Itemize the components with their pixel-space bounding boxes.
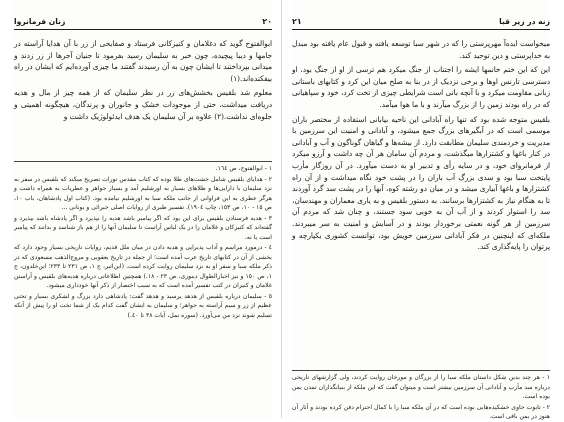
right-footnotes	[292, 373, 550, 420]
footnote-separator	[292, 370, 550, 371]
footnote: ٢ - هدایای بلقیس شامل خشت‌های طلا بوده که کتاب مقدس تورات تصریح میکند که بلقیس در سفر به نزد سلیمان با دارایی‌ها و طلاهای بسیار به اورشلیم آمد و بسیار جواهر و عطریات به همراه داشت و هرگز عطری به این فراوانی از جانب ملکه سبا به اورشلیم نیامده بود. (کتاب اول پادشاهان، باب ١٠، ص ١٥ - ١٠، ص ١٥٣، چاپ ١٩٠٤). تفسیر طبری از روایات اصلی جبرائی و یونانی ...	[14, 175, 272, 211]
book-gutter	[281, 0, 282, 418]
paragraph: ابوالفتوح گوید که دغلامان و کنیزکانی فرستاد و صفایحی از زر با آن هدایا آراسته در جامها و دیبا پیچیده، چون خبر به سلیمان رسید بفرمود تا جنیان آجرها از زر زدند و میدانی بپرداختند تا ایشان چون به آن رسیدند گفتند ما چیزی آورده‌ایم که ایشان در راه بیفکنده‌اند.(١)	[14, 39, 272, 83]
footnote: ٣ - هدیه فرستادن بلقیس برای این بود که اگر پیامبر باشد هدیه را نپذیرد و اگر پادشاه باشد بپذیرد و گفته‌اند که کنیزکان و غلامان را در یک لباس آراست تا سلیمان آنها را از هم باز شناسد و بدانند که پیامبر است یا نه.	[14, 214, 272, 241]
right-page	[292, 0, 550, 418]
right-page-number: ٢١	[292, 17, 302, 26]
left-page	[14, 0, 272, 418]
footnote: ٤ - درمورد مراسم و آداب پذیرایی و هدیه دادن در میان ملل قدیم، روایات تاریخی بسیار وجود دارد که بخشی از آن در کتابهای تاریخ عرب آمده است؛ از جمله در تاریخ یعقوبی و مروج‌الذهب مسعودی که در ذکر ملکه سبا و سفر او به نزد سلیمان روایت کرده است. (ابن‌اثیر، ج ١، ص ٢٣١ تا ٢٣٣؛ ابن‌خلدون، ج ١، ص ١٥٠ و نیز اخبارالطوال دینوری، ص ٢٣ - ١٨.) همچنین اطلاعاتی درباره هدیه‌های بلقیس و آراستن غلامان و کنیزان در کتب تفسیر آمده است که به سبب اختصار از ذکر آنها خودداری میشود.	[14, 244, 272, 289]
footnote: ١ - هر چند بدین شکل داستان ملکه سبا را از بزرگان و مورخان روایت کردند، ولی گزارشهای تاریخی درباره سد مأرب و آبادانی آن سرزمین بیشتر است و میتوان گفت که این ملکه از بنیانگذاران تمدن یمن بوده است.	[292, 374, 550, 400]
paragraph: میخواست ایده‌آ مهرپرستی را که در شهر سبا توسعه یافته و قبول عام یافته بود مبدل به خداپرستی و دین توحید کند.	[292, 39, 550, 60]
paragraph: این که این ختم خانمها ایشه را اجتناب از جنگ میکرد هم ترسی از او از جنگ بود، او دسترسی تارنس اوها و برخی نزدیک از در بنا به صلح میان این کرد و کتابهای باستانی زبانی مقاومت میکرد و با آنچه بانی است شرایطی چیزی از تخت کرد، خود و سپاهیانی که در راه بودند زمین را از بزرگ میآرند و با ما هوا میآمد.	[292, 65, 550, 109]
footnote: ١ - ابوالفتوح، ص ١٦٤.	[215, 165, 272, 172]
paragraph: معلوم شد بلقیس بخشش‌های زر در نظر سلیمان که از همه چیز از مال و هدیه دریافت میداشت، حتی از موجودات خشک و جانوران و پرندگان، هیچگونه اهمیتی و جلوه‌ای نداشت.(٢) علاوه بر آن سلیمان یک هدف ایدئولوژیک داشت و	[14, 88, 272, 121]
left-footnotes	[14, 164, 272, 414]
paragraph: بلقیس متوجه شده بود که تنها راه آبادانی این ناحیه بیابانی استفاده از مختصر باران موسمی است که در آبگیرهای بزرگ جمع میشود، و آبادانی و امنیت این سرزمین با مدیریت و خردمندی سلیمان مطابقت دارد. از بیشه‌ها و گیاهان گوناگون و آب و آبادانی در کنار باغها و کشتزارها میگذشت، و مردم آن سامان هر آن چه داشت و آرزو میکرد از فرمانروای خود، و در سایه رأی و تدبیر او به دست میآورد. در آن روزگار مأرب پایتخت سبا بود و سدی بزرگ آب باران را در پشت خود نگاه میداشت و از آن راه کشتزارها و باغها آبیاری میشد و در میان دو رشته کوه، آبها را در پشت سد گرد آوردند تا به هنگام نیاز به کشتزارها برسانند. به دستور بلقیس و به یاری معماران و مهندسان، سد را استوار کردند و از آب آن به خوبی سود جستند، و چنان شد که مردم آن سرزمین از هر گونه نعمتی برخوردار بودند و در آسایش و امنیت به سر میبردند. ملکه‌ای که اینچنین در فکر آبادانی سرزمین خویش بود، توانست کشوری یکپارچه و پرتوان را پایه‌گذاری کند.	[292, 114, 550, 252]
footnote: ٢ - تابوت حاوی خشکیده‌هایی بوده است که در آن ملکه سبا را با کمال احترام دفن کرده بودند و آثار آن هنوز در یمن باقی است.	[292, 403, 550, 420]
right-body-text	[292, 38, 550, 365]
left-page-header	[14, 17, 272, 30]
right-page-header	[292, 17, 550, 30]
right-running-title: زنه در زیر قبا	[499, 17, 550, 26]
footnote-separator	[14, 161, 272, 162]
footnote: ٥ - سلیمان درباره بلقیس از هدهد پرسید و هدهد گفت: پادشاهی دارد بزرگ و لشکری بسیار و تختی عظیم از زر و سیم آراسته به جواهر؛ و سلیمان به ایشان گفت کدام یک از شما تخت او را پیش از آنکه تسلیم شوند نزد من می‌آورد. (سوره نمل، آیات ٣٨ تا ٤٠.)	[14, 292, 272, 319]
left-body-text	[14, 38, 272, 153]
left-running-title: زنان فرمانروا	[14, 17, 66, 26]
left-page-number: ٢٠	[262, 17, 272, 26]
